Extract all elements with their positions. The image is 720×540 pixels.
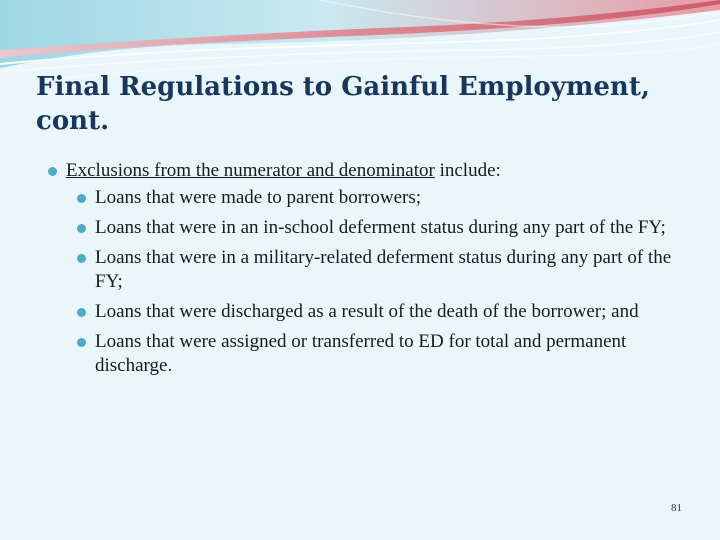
list-item xyxy=(44,330,694,378)
list-item-text: Loans that were in an in-school deferment status during any part of the FY; xyxy=(95,217,666,238)
bullet-dot-icon xyxy=(77,194,86,203)
main-bullet-underlined-text: Exclusions from the numerator and denominator xyxy=(66,160,435,181)
main-bullet xyxy=(44,156,694,186)
slide-title: Final Regulations to Gainful Employment, cont. xyxy=(36,72,650,136)
list-item-text: Loans that were made to parent borrowers; xyxy=(95,187,422,208)
list-item xyxy=(44,186,694,210)
bullet-dot-icon xyxy=(77,338,86,347)
main-bullet-rest-text: include: xyxy=(434,160,501,181)
bullet-dot-icon xyxy=(77,308,86,317)
bullet-dot-icon xyxy=(48,167,57,176)
bullet-dot-icon xyxy=(77,224,86,233)
list-item-text: Loans that were in a military-related deferment status during any part of the FY; xyxy=(95,247,672,292)
list-item xyxy=(44,246,694,294)
list-item-text: Loans that were assigned or transferred to ED for total and permanent discharge. xyxy=(95,331,627,376)
exclusions-list xyxy=(44,186,694,378)
slide-body xyxy=(44,156,694,384)
header-wave-decoration xyxy=(0,0,720,80)
list-item xyxy=(44,216,694,240)
bullet-dot-icon xyxy=(77,254,86,263)
list-item xyxy=(44,300,694,324)
page-number: 81 xyxy=(671,502,682,514)
list-item-text: Loans that were discharged as a result of the death of the borrower; and xyxy=(95,301,639,322)
